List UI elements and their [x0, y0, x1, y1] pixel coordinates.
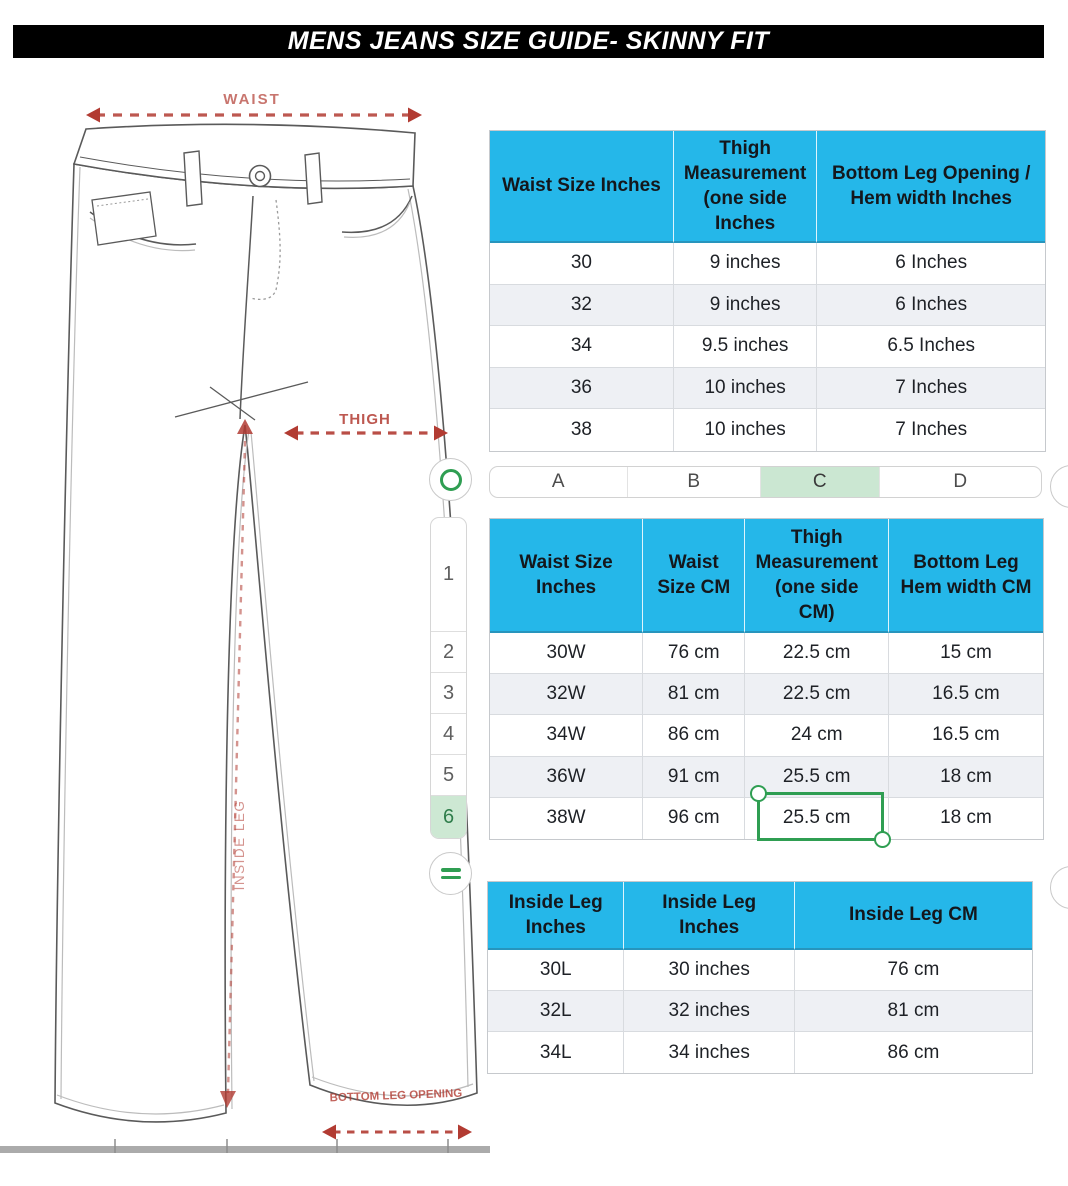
table-cell[interactable]: 9 inches: [674, 285, 818, 327]
table-cell[interactable]: 30 inches: [624, 950, 794, 991]
title-bar: [13, 25, 1044, 58]
equals-icon: [441, 868, 461, 879]
table-cell[interactable]: 38: [490, 409, 674, 451]
waist-arrow-right: [408, 108, 422, 123]
thigh-label: THIGH: [339, 411, 391, 428]
bottom-leg-opening-label: BOTTOM LEG OPENING: [329, 1087, 463, 1105]
table-cell[interactable]: 6 Inches: [817, 285, 1045, 327]
table-cell[interactable]: 32L: [488, 991, 624, 1032]
column-header-c-selected[interactable]: C: [761, 467, 880, 497]
table-cell[interactable]: 34 inches: [624, 1032, 794, 1073]
column-header-bar: [489, 466, 1042, 498]
table-cell[interactable]: 16.5 cm: [889, 715, 1043, 756]
jeans-diagram: [0, 85, 490, 1160]
table-cell[interactable]: 18 cm: [889, 757, 1043, 798]
waist-arrow-left: [86, 108, 100, 123]
column-header-cell[interactable]: Bottom Leg Hem width CM: [889, 519, 1043, 633]
table-imperial-sizes: [489, 130, 1046, 452]
waist-button: [250, 166, 271, 187]
waist-label: WAIST: [223, 91, 281, 108]
column-header-cell[interactable]: Thigh Measurement (one side CM): [745, 519, 889, 633]
inside-leg-label: INSIDE LEG: [232, 799, 247, 891]
table-cell[interactable]: 30L: [488, 950, 624, 991]
table-cell[interactable]: 76 cm: [643, 633, 745, 674]
table-cell[interactable]: 18 cm: [889, 798, 1043, 839]
table-inside-leg: [487, 881, 1033, 1074]
coin-pocket: [92, 192, 156, 245]
table-cell[interactable]: 9 inches: [674, 243, 818, 285]
circle-ring-icon: [440, 469, 462, 491]
table-cell[interactable]: 86 cm: [643, 715, 745, 756]
column-header-cell[interactable]: Waist Size Inches: [490, 519, 643, 633]
column-header-cell[interactable]: Waist Size CM: [643, 519, 745, 633]
table-drag-handle[interactable]: [429, 852, 472, 895]
table-cell[interactable]: 86 cm: [795, 1032, 1032, 1073]
table-cell[interactable]: 32W: [490, 674, 643, 715]
hem-arrow-left: [322, 1125, 336, 1140]
table-cell[interactable]: 30: [490, 243, 674, 285]
table-cell[interactable]: 32: [490, 285, 674, 327]
column-header-cell[interactable]: Bottom Leg Opening / Hem width Inches: [817, 131, 1045, 243]
selection-resize-handle-bottom-right[interactable]: [874, 831, 891, 848]
table-cell[interactable]: 10 inches: [674, 368, 818, 410]
column-header-cell[interactable]: Thigh Measurement (one side Inches: [674, 131, 818, 243]
table-cell[interactable]: 96 cm: [643, 798, 745, 839]
table-cell[interactable]: 10 inches: [674, 409, 818, 451]
table-cell[interactable]: 24 cm: [745, 715, 889, 756]
table-cell[interactable]: 34: [490, 326, 674, 368]
row-header-strip: [430, 517, 467, 839]
jeans-silhouette: [55, 164, 477, 1122]
table-cell[interactable]: 9.5 inches: [674, 326, 818, 368]
row-header-3[interactable]: 3: [431, 673, 466, 714]
row-header-6-selected[interactable]: 6: [431, 796, 466, 838]
row-header-5[interactable]: 5: [431, 755, 466, 796]
row-header-1[interactable]: 1: [431, 518, 466, 632]
hem-arrow-right: [458, 1125, 472, 1140]
bottom-ruler: [0, 1139, 490, 1153]
column-header-d[interactable]: D: [953, 471, 968, 492]
column-header-b[interactable]: B: [628, 467, 762, 497]
table-cell[interactable]: 25.5 cm: [745, 757, 889, 798]
table-cell[interactable]: 30W: [490, 633, 643, 674]
table-cell[interactable]: 34L: [488, 1032, 624, 1073]
table-cell[interactable]: 81 cm: [795, 991, 1032, 1032]
table-cell[interactable]: 6.5 Inches: [817, 326, 1045, 368]
edge-handle-top[interactable]: [1050, 465, 1068, 508]
table-cell[interactable]: 91 cm: [643, 757, 745, 798]
column-header-a[interactable]: A: [490, 467, 628, 497]
table-cell[interactable]: 22.5 cm: [745, 674, 889, 715]
row-header-4[interactable]: 4: [431, 714, 466, 755]
column-header-cell[interactable]: Waist Size Inches: [490, 131, 674, 243]
edge-handle-bottom[interactable]: [1050, 866, 1068, 909]
column-header-cell[interactable]: Inside Leg Inches: [488, 882, 624, 950]
table-cell[interactable]: 38W: [490, 798, 643, 839]
table-cell[interactable]: 25.5 cm: [745, 798, 889, 839]
table-cell[interactable]: 36: [490, 368, 674, 410]
table-cell[interactable]: 7 Inches: [817, 368, 1045, 410]
column-header-cell[interactable]: Inside Leg Inches: [624, 882, 794, 950]
table-cell[interactable]: 36W: [490, 757, 643, 798]
table-select-handle[interactable]: [429, 458, 472, 501]
table-cell[interactable]: 15 cm: [889, 633, 1043, 674]
table-cell[interactable]: 22.5 cm: [745, 633, 889, 674]
table-cell[interactable]: 32 inches: [624, 991, 794, 1032]
page-title: MENS JEANS SIZE GUIDE- SKINNY FIT: [287, 27, 770, 55]
cell-selection-box[interactable]: [757, 792, 884, 841]
row-header-2[interactable]: 2: [431, 632, 466, 673]
table-cell[interactable]: 76 cm: [795, 950, 1032, 991]
selection-resize-handle-top-left[interactable]: [750, 785, 767, 802]
table-cell[interactable]: 81 cm: [643, 674, 745, 715]
table-cell[interactable]: 16.5 cm: [889, 674, 1043, 715]
table-cell[interactable]: 34W: [490, 715, 643, 756]
table-cell[interactable]: 6 Inches: [817, 243, 1045, 285]
column-header-cell[interactable]: Inside Leg CM: [795, 882, 1032, 950]
table-cell[interactable]: 7 Inches: [817, 409, 1045, 451]
